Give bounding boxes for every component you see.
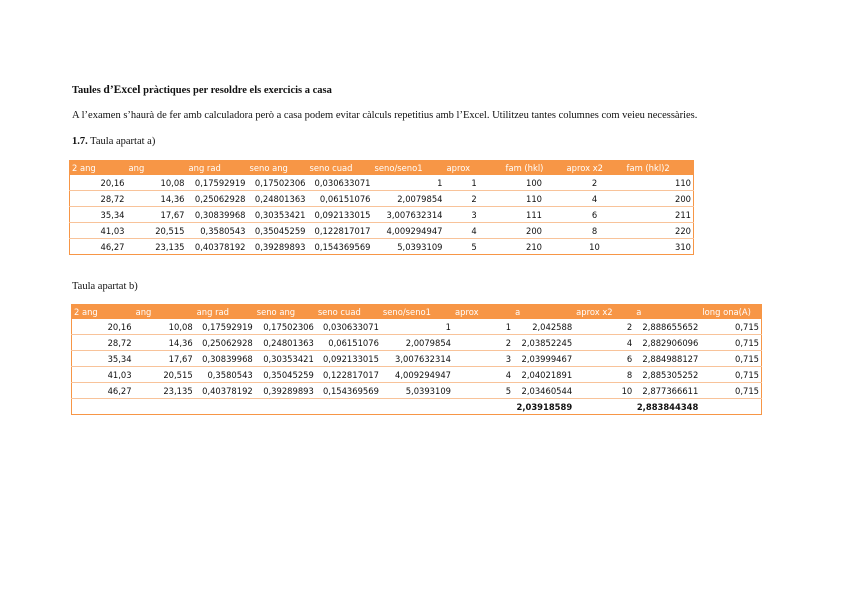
- totals-cell: [381, 399, 453, 415]
- table-a-header-cell: fam (hkl): [504, 160, 565, 175]
- table-a-header-cell: seno/seno1: [373, 160, 445, 175]
- table-cell: 0,35045259: [255, 367, 316, 383]
- table-cell: 0,030633071: [308, 175, 373, 191]
- table-b-header-cell: seno/seno1: [381, 304, 453, 319]
- table-cell: 0,715: [700, 319, 761, 335]
- table-cell: 5,0393109: [373, 239, 445, 255]
- table-cell: 0,30353421: [248, 207, 308, 223]
- table-cell: 211: [625, 207, 694, 223]
- table-cell: 3,007632314: [373, 207, 445, 223]
- intro-paragraph: A l’examen s’haurà de fer amb calculadora però a casa podem evitar càlculs repetitius amb l’Excel. Utilitzeu tantes columnes com veieu necessàries.: [72, 110, 698, 121]
- table-cell: 0,17502306: [255, 319, 316, 335]
- title-excel: d’Excel: [103, 84, 141, 96]
- document-title: [72, 84, 332, 96]
- table-cell: 2: [453, 335, 513, 351]
- table-cell: 1: [453, 319, 513, 335]
- table-cell: 110: [625, 175, 694, 191]
- table-cell: 200: [504, 223, 565, 239]
- table-row: [72, 383, 762, 399]
- totals-cell: 2,03918589: [513, 399, 574, 415]
- table-row: [72, 351, 762, 367]
- table-cell: 0,715: [700, 335, 761, 351]
- table-row: [70, 223, 694, 239]
- table-cell: 220: [625, 223, 694, 239]
- table-b-header-cell: seno cuad: [316, 304, 381, 319]
- table-cell: 23,135: [127, 239, 187, 255]
- table-a-header-cell: ang rad: [187, 160, 248, 175]
- table-a-header-row: [70, 160, 694, 175]
- table-cell: 2,03460544: [513, 383, 574, 399]
- table-cell: 0,092133015: [316, 351, 381, 367]
- table-cell: 0,154369569: [316, 383, 381, 399]
- totals-cell: [72, 399, 134, 415]
- table-cell: 310: [625, 239, 694, 255]
- table-cell: 0,25062928: [187, 191, 248, 207]
- table-cell: 3: [445, 207, 504, 223]
- table-cell: 6: [574, 351, 634, 367]
- table-cell: 4: [565, 191, 625, 207]
- table-cell: 0,715: [700, 351, 761, 367]
- table-b-header-cell: seno ang: [255, 304, 316, 319]
- table-row: [72, 367, 762, 383]
- table-cell: 10,08: [134, 319, 195, 335]
- section-a-heading: [72, 136, 155, 147]
- table-cell: 0,24801363: [255, 335, 316, 351]
- table-cell: 0,06151076: [316, 335, 381, 351]
- table-cell: 0,30353421: [255, 351, 316, 367]
- table-cell: 2,04021891: [513, 367, 574, 383]
- table-cell: 2,877366611: [634, 383, 700, 399]
- table-cell: 2,882906096: [634, 335, 700, 351]
- table-cell: 35,34: [70, 207, 127, 223]
- table-cell: 0,30839968: [187, 207, 248, 223]
- title-part1: Taules: [72, 85, 104, 96]
- table-cell: 2: [574, 319, 634, 335]
- table-row: [72, 319, 762, 335]
- table-cell: 0,17592919: [187, 175, 248, 191]
- table-cell: 0,17502306: [248, 175, 308, 191]
- table-cell: 2,0079854: [373, 191, 445, 207]
- table-a-header-cell: ang: [127, 160, 187, 175]
- table-cell: 5,0393109: [381, 383, 453, 399]
- table-cell: 41,03: [70, 223, 127, 239]
- table-cell: 1: [445, 175, 504, 191]
- table-cell: 17,67: [134, 351, 195, 367]
- table-a-header-cell: seno ang: [248, 160, 308, 175]
- table-cell: 1: [373, 175, 445, 191]
- table-cell: 4: [574, 335, 634, 351]
- table-cell: 2: [565, 175, 625, 191]
- table-cell: 0,3580543: [187, 223, 248, 239]
- table-cell: 0,122817017: [316, 367, 381, 383]
- table-b-header-cell: a: [513, 304, 574, 319]
- table-cell: 111: [504, 207, 565, 223]
- table-cell: 20,515: [134, 367, 195, 383]
- table-cell: 14,36: [134, 335, 195, 351]
- table-cell: 0,30839968: [195, 351, 255, 367]
- table-cell: 8: [574, 367, 634, 383]
- table-cell: 0,122817017: [308, 223, 373, 239]
- table-a-header-cell: aprox: [445, 160, 504, 175]
- table-a-header-cell: fam (hkl)2: [625, 160, 694, 175]
- table-cell: 23,135: [134, 383, 195, 399]
- table-cell: 210: [504, 239, 565, 255]
- totals-cell: [195, 399, 255, 415]
- section-a-number: 1.7.: [72, 136, 88, 147]
- totals-row: [72, 399, 762, 415]
- table-cell: 2: [445, 191, 504, 207]
- table-row: [70, 239, 694, 255]
- table-cell: 0,40378192: [195, 383, 255, 399]
- table-cell: 20,515: [127, 223, 187, 239]
- table-cell: 0,35045259: [248, 223, 308, 239]
- table-b-header-cell: a: [634, 304, 700, 319]
- table-cell: 41,03: [72, 367, 134, 383]
- table-cell: 28,72: [72, 335, 134, 351]
- totals-cell: 2,883844348: [634, 399, 700, 415]
- table-cell: 20,16: [70, 175, 127, 191]
- table-b-header-cell: 2 ang: [72, 304, 134, 319]
- table-cell: 100: [504, 175, 565, 191]
- table-cell: 10: [565, 239, 625, 255]
- table-cell: 3,007632314: [381, 351, 453, 367]
- table-cell: 5: [445, 239, 504, 255]
- table-cell: 46,27: [72, 383, 134, 399]
- table-cell: 2,0079854: [381, 335, 453, 351]
- totals-cell: [700, 399, 761, 415]
- section-b-heading: Taula apartat b): [72, 281, 138, 292]
- table-cell: 0,030633071: [316, 319, 381, 335]
- totals-cell: [453, 399, 513, 415]
- table-cell: 35,34: [72, 351, 134, 367]
- table-cell: 6: [565, 207, 625, 223]
- table-b-header-cell: ang: [134, 304, 195, 319]
- table-cell: 8: [565, 223, 625, 239]
- table-cell: 110: [504, 191, 565, 207]
- table-b-header-cell: long ona(A): [700, 304, 761, 319]
- table-cell: 4,009294947: [381, 367, 453, 383]
- table-cell: 0,17592919: [195, 319, 255, 335]
- table-cell: 10,08: [127, 175, 187, 191]
- table-cell: 14,36: [127, 191, 187, 207]
- totals-cell: [574, 399, 634, 415]
- title-part2: pràctiques per resoldre els exercicis a casa: [140, 85, 332, 96]
- table-cell: 0,24801363: [248, 191, 308, 207]
- table-cell: 0,154369569: [308, 239, 373, 255]
- table-row: [70, 207, 694, 223]
- table-cell: 5: [453, 383, 513, 399]
- table-row: [70, 175, 694, 191]
- table-a: [69, 160, 694, 255]
- table-row: [72, 335, 762, 351]
- table-cell: 0,39289893: [248, 239, 308, 255]
- table-cell: 2,888655652: [634, 319, 700, 335]
- table-cell: 200: [625, 191, 694, 207]
- table-cell: 10: [574, 383, 634, 399]
- table-a-header-cell: 2 ang: [70, 160, 127, 175]
- table-cell: 2,042588: [513, 319, 574, 335]
- table-cell: 46,27: [70, 239, 127, 255]
- table-cell: 4: [453, 367, 513, 383]
- totals-cell: [316, 399, 381, 415]
- table-row: [70, 191, 694, 207]
- table-cell: 0,40378192: [187, 239, 248, 255]
- table-cell: 0,715: [700, 383, 761, 399]
- table-cell: 0,39289893: [255, 383, 316, 399]
- table-cell: 28,72: [70, 191, 127, 207]
- table-b-header-cell: ang rad: [195, 304, 255, 319]
- table-cell: 2,03999467: [513, 351, 574, 367]
- table-cell: 0,715: [700, 367, 761, 383]
- table-b: [71, 304, 762, 415]
- table-cell: 2,885305252: [634, 367, 700, 383]
- table-cell: 3: [453, 351, 513, 367]
- totals-cell: [255, 399, 316, 415]
- totals-cell: [134, 399, 195, 415]
- table-a-header-cell: aprox x2: [565, 160, 625, 175]
- table-a-header-cell: seno cuad: [308, 160, 373, 175]
- table-cell: 17,67: [127, 207, 187, 223]
- table-cell: 2,884988127: [634, 351, 700, 367]
- table-b-header-cell: aprox: [453, 304, 513, 319]
- table-cell: 0,3580543: [195, 367, 255, 383]
- table-b-header-cell: aprox x2: [574, 304, 634, 319]
- table-cell: 2,03852245: [513, 335, 574, 351]
- table-cell: 0,06151076: [308, 191, 373, 207]
- table-cell: 4: [445, 223, 504, 239]
- table-cell: 0,092133015: [308, 207, 373, 223]
- table-cell: 0,25062928: [195, 335, 255, 351]
- section-a-label: Taula apartat a): [87, 136, 156, 147]
- table-cell: 1: [381, 319, 453, 335]
- table-cell: 20,16: [72, 319, 134, 335]
- table-cell: 4,009294947: [373, 223, 445, 239]
- table-b-header-row: [72, 304, 762, 319]
